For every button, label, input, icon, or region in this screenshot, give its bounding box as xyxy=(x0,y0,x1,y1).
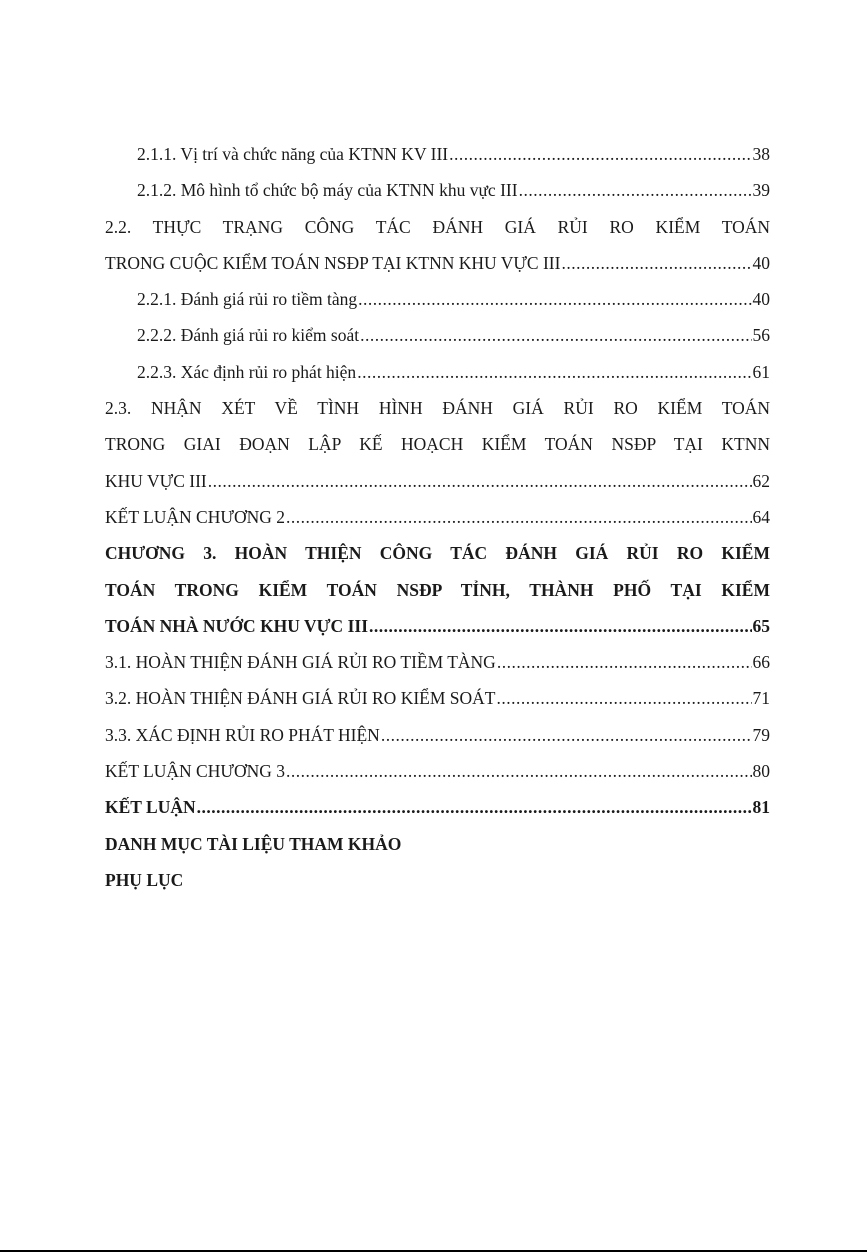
toc-entry-line: 2.3. NHẬN XÉT VỀ TÌNH HÌNH ĐÁNH GIÁ RỦI RO KIỂM TOÁN xyxy=(105,398,770,419)
dot-leader xyxy=(449,136,751,172)
toc-entry-2-2-3[interactable] xyxy=(105,354,770,390)
toc-entry-label: TRONG CUỘC KIỂM TOÁN NSĐP TẠI KTNN KHU VỰC III xyxy=(105,252,561,273)
toc-entry-label: KẾT LUẬN CHƯƠNG 3 xyxy=(105,761,285,782)
toc-entry-2-2-2[interactable] xyxy=(105,317,770,353)
toc-page-number: 66 xyxy=(752,652,770,673)
dot-leader xyxy=(561,245,751,281)
toc-entry-line: CHƯƠNG 3. HOÀN THIỆN CÔNG TÁC ĐÁNH GIÁ RỦI RO KIỂM xyxy=(105,543,770,564)
dot-leader xyxy=(497,680,752,716)
toc-page-number: 56 xyxy=(752,325,770,346)
toc-page-number: 80 xyxy=(752,761,770,782)
toc-entry-phu-luc[interactable]: PHỤ LỤC xyxy=(105,869,184,890)
toc-entry-label: KHU VỰC III xyxy=(105,470,207,491)
dot-leader xyxy=(358,281,751,317)
toc-entry-ket-luan[interactable] xyxy=(105,789,770,825)
toc-entry-line: TRONG GIAI ĐOẠN LẬP KẾ HOẠCH KIỂM TOÁN NSĐP TẠI KTNN xyxy=(105,434,770,455)
toc-entry-2-2-1[interactable] xyxy=(105,281,770,317)
dot-leader xyxy=(360,317,751,353)
toc-page-number: 81 xyxy=(752,797,770,818)
toc-entry-2-1-2[interactable] xyxy=(105,172,770,208)
toc-page-number: 40 xyxy=(752,252,770,273)
toc-entry-line: TOÁN TRONG KIỂM TOÁN NSĐP TỈNH, THÀNH PHỐ TẠI KIỂM xyxy=(105,579,770,600)
toc-entry-2-2[interactable] xyxy=(105,209,770,282)
dot-leader xyxy=(519,172,752,208)
toc-page-number: 64 xyxy=(752,506,770,527)
toc-entry-label: 3.1. HOÀN THIỆN ĐÁNH GIÁ RỦI RO TIỀM TÀNG xyxy=(105,652,496,673)
dot-leader xyxy=(286,499,752,535)
toc-page-number: 79 xyxy=(752,724,770,745)
dot-leader xyxy=(381,717,752,753)
toc-page-number: 61 xyxy=(752,361,770,382)
toc-entry-danh-muc-tai-lieu[interactable]: DANH MỤC TÀI LIỆU THAM KHẢO xyxy=(105,833,402,854)
toc-entry-3-1[interactable] xyxy=(105,644,770,680)
table-of-contents xyxy=(105,136,770,898)
dot-leader xyxy=(357,354,751,390)
toc-entry-ket-luan-chuong-2[interactable] xyxy=(105,499,770,535)
toc-entry-label: 2.2.3. Xác định rủi ro phát hiện xyxy=(137,361,357,382)
toc-entry-ket-luan-chuong-3[interactable] xyxy=(105,753,770,789)
toc-entry-label: 2.1.1. Vị trí và chức năng của KTNN KV III xyxy=(137,144,449,164)
toc-page-number: 38 xyxy=(752,144,770,164)
dot-leader xyxy=(286,753,752,789)
toc-page-number: 62 xyxy=(752,470,770,491)
toc-entry-3-3[interactable] xyxy=(105,717,770,753)
toc-entry-label: 2.2.1. Đánh giá rủi ro tiềm tàng xyxy=(137,289,358,310)
toc-page-number: 71 xyxy=(752,688,770,709)
toc-entry-label: KẾT LUẬN CHƯƠNG 2 xyxy=(105,506,285,527)
toc-entry-label: 3.2. HOÀN THIỆN ĐÁNH GIÁ RỦI RO KIỂM SOÁT xyxy=(105,688,496,709)
toc-entry-label: 2.1.2. Mô hình tổ chức bộ máy của KTNN khu vực III xyxy=(137,180,518,201)
toc-entry-label: TOÁN NHÀ NƯỚC KHU VỰC III xyxy=(105,615,369,636)
toc-page-number: 40 xyxy=(752,289,770,310)
toc-entry-line: 2.2. THỰC TRẠNG CÔNG TÁC ĐÁNH GIÁ RỦI RO KIỂM TOÁN xyxy=(105,216,770,237)
dot-leader xyxy=(208,463,752,499)
page-bottom-border xyxy=(0,1250,867,1252)
toc-entry-label: 3.3. XÁC ĐỊNH RỦI RO PHÁT HIỆN xyxy=(105,724,380,745)
toc-entry-2-1-1[interactable] xyxy=(105,136,770,172)
toc-entry-2-3[interactable] xyxy=(105,390,770,499)
toc-page-number: 65 xyxy=(752,615,770,636)
toc-entry-label: KẾT LUẬN xyxy=(105,797,196,818)
dot-leader xyxy=(497,644,752,680)
dot-leader xyxy=(369,608,751,644)
toc-entry-chuong-3[interactable] xyxy=(105,535,770,644)
dot-leader xyxy=(197,789,752,825)
toc-entry-3-2[interactable] xyxy=(105,680,770,716)
toc-entry-label: 2.2.2. Đánh giá rủi ro kiểm soát xyxy=(137,325,360,346)
toc-page-number: 39 xyxy=(752,180,770,201)
